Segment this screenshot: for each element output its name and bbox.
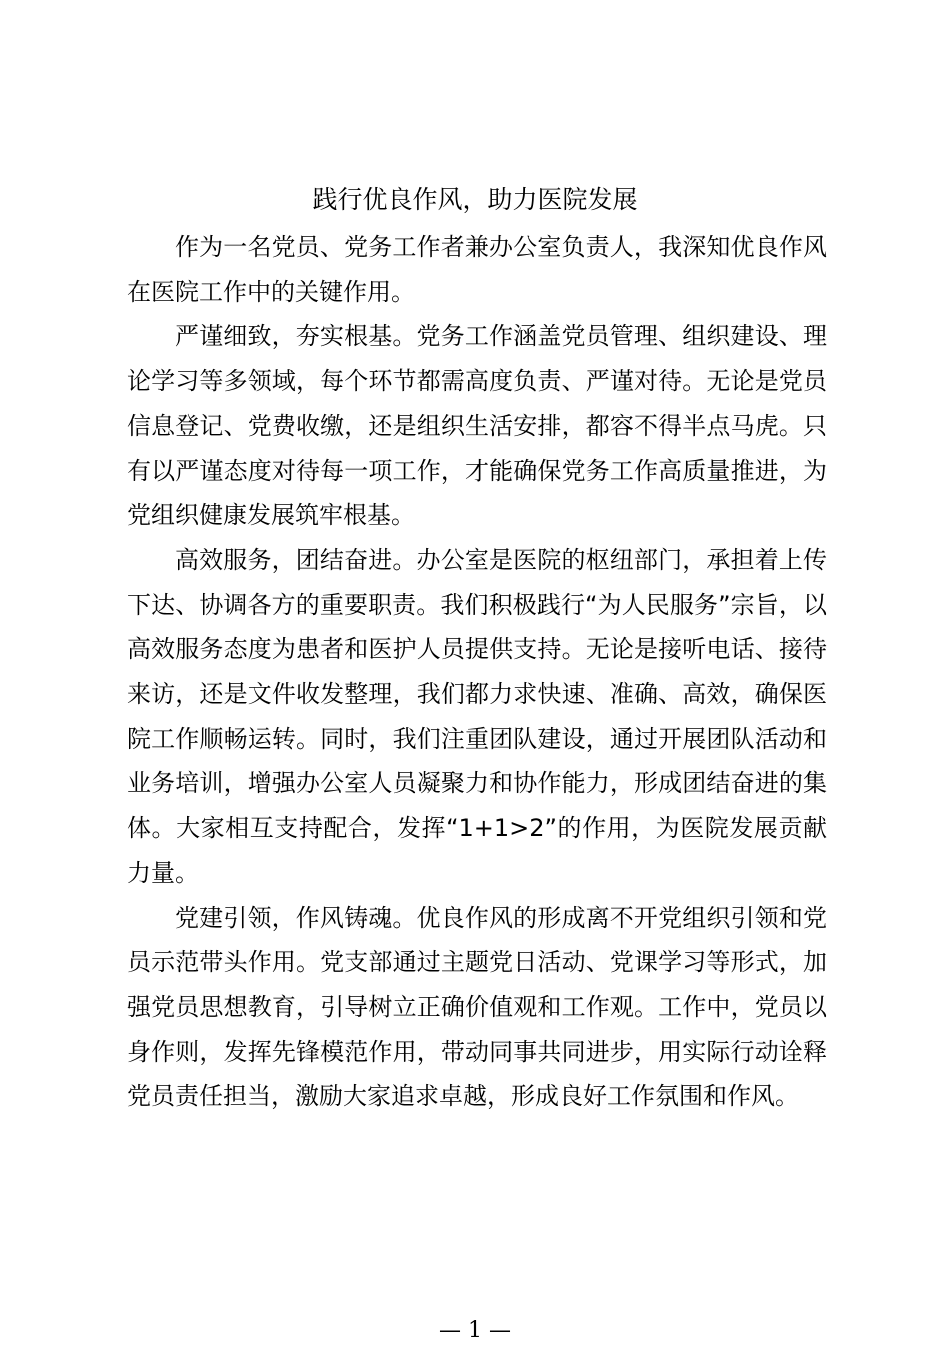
document-body (127, 225, 827, 1119)
document-title: 践行优良作风，助力医院发展 (312, 185, 638, 214)
paragraph-rigor: 严谨细致，夯实根基。党务工作涵盖党员管理、组织建设、理论学习等多领域，每个环节都需高度负责、严谨对待。无论是党员信息登记、党费收缴，还是组织生活安排，都容不得半点马虎。只有以严谨态度对待每一项工作，才能确保党务工作高质量推进，为党组织健康发展筑牢根基。 (127, 322, 827, 530)
paragraph-intro: 作为一名党员、党务工作者兼办公室负责人，我深知优良作风在医院工作中的关键作用。 (127, 233, 827, 306)
paragraph-service: 高效服务，团结奋进。办公室是医院的枢纽部门，承担着上传下达、协调各方的重要职责。我们积极践行“为人民服务”宗旨，以高效服务态度为患者和医护人员提供支持。无论是接听电话、接待来访，还是文件收发整理，我们都力求快速、准确、高效，确保医院工作顺畅运转。同时，我们注重团队建设，通过开展团队活动和业务培训，增强办公室人员凝聚力和协作能力，形成团结奋进的集体。大家相互支持配合，发挥“1+1>2”的作用，为医院发展贡献力量。 (127, 545, 827, 887)
page-number: — 1 — (439, 1318, 511, 1343)
paragraph-party-leadership: 党建引领，作风铸魂。优良作风的形成离不开党组织引领和党员示范带头作用。党支部通过主题党日活动、党课学习等形式，加强党员思想教育，引导树立正确价值观和工作观。工作中，党员以身作则，发挥先锋模范作用，带动同事共同进步，用实际行动诠释党员责任担当，激励大家追求卓越，形成良好工作氛围和作风。 (127, 903, 827, 1111)
